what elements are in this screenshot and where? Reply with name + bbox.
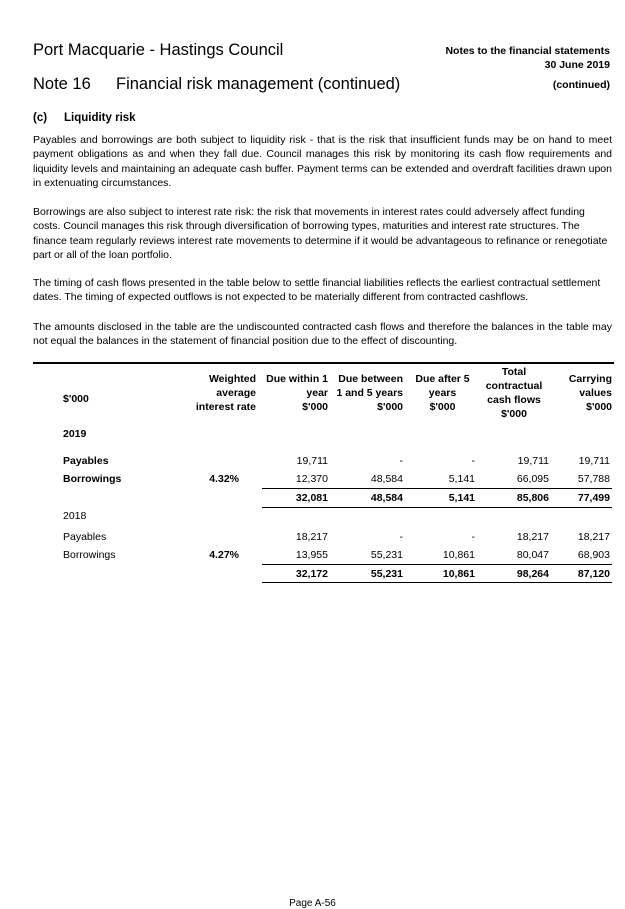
note-title: Financial risk management (continued)	[116, 75, 401, 93]
row-label-borrowings-2019: Borrowings	[63, 473, 122, 485]
cell-within1: 13,955	[295, 549, 328, 561]
table-top-rule	[33, 362, 614, 364]
paragraph-cash-timing: The timing of cash flows presented in the table below to settle financial liabilities reflects the earliest contractual settlement dates. The timing of expected outflows is not expected to be materially different from contracted cashflows.	[33, 277, 601, 304]
cell-carrying: 18,217	[577, 531, 610, 543]
header-between-1-and-5: Due between 1 and 5 years $'000	[336, 373, 403, 413]
cell-within1: 19,711	[296, 455, 328, 467]
cell-carrying: 19,711	[578, 455, 610, 467]
cell-rate: 4.32%	[209, 473, 239, 485]
section-title: Liquidity risk	[64, 112, 136, 124]
cell-between: 48,584	[370, 492, 403, 504]
cell-after5: -	[471, 455, 475, 467]
council-name: Port Macquarie - Hastings Council	[33, 41, 284, 59]
cell-after5: 10,861	[442, 568, 475, 580]
row-label-borrowings-2018: Borrowings	[63, 549, 116, 561]
cell-carrying: 77,499	[577, 492, 610, 504]
header-label: $'000	[63, 393, 89, 405]
header-within-1-year: Due within 1 year $'000	[266, 373, 328, 413]
cell-between: 55,231	[370, 568, 403, 580]
row-label-payables-2018: Payables	[63, 531, 107, 543]
total-rule-2019	[262, 507, 612, 508]
cell-total: 80,047	[516, 549, 549, 561]
cell-between: 55,231	[370, 549, 403, 561]
paragraph-liquidity: Payables and borrowings are both subject to liquidity risk - that is the risk that insufficient funds may be on hand to meet payment obligations as and when they fall due. Council manages this risk by monitoring its cash flow requirements and liquidity levels and maintaining an adequate cash buffer. Payment terms can be extended and overdraft facilities drawn upon in extenuating circumstances.	[33, 134, 612, 189]
cell-total: 18,217	[516, 531, 549, 543]
header-rate: Weighted average interest rate	[195, 373, 256, 413]
total-rule-2018	[262, 582, 612, 583]
cell-carrying: 87,120	[577, 568, 610, 580]
section-letter: (c)	[33, 112, 48, 124]
cell-carrying: 68,903	[577, 549, 610, 561]
paragraph-interest-rate: Borrowings are also subject to interest rate risk: the risk that movements in interest rates could adversely affect funding costs. Council manages this risk through diversification of borrowing types, maturities and interest rate structures. The finance team regularly reviews interest rate movements to determine if it would be advantageous to refinance or renegotiate part or all of the loan portfolio.	[33, 206, 608, 261]
cell-between: -	[399, 531, 403, 543]
cell-total: 85,806	[516, 492, 549, 504]
cell-rate: 4.27%	[209, 549, 239, 561]
note-number: Note 16	[33, 75, 91, 93]
cell-total: 19,711	[517, 455, 549, 467]
notes-date: 30 June 2019	[544, 59, 610, 71]
header-after-5-years: Due after 5 years $'000	[415, 373, 470, 413]
year-label-2018: 2018	[63, 510, 87, 522]
cell-within1: 32,081	[295, 492, 328, 504]
cell-after5: 5,141	[448, 492, 475, 504]
row-label-payables-2019: Payables	[63, 455, 109, 467]
page-number: Page A-56	[289, 898, 336, 909]
cell-within1: 32,172	[295, 568, 328, 580]
cell-total: 66,095	[516, 473, 549, 485]
cell-between: -	[399, 455, 403, 467]
cell-within1: 18,217	[295, 531, 328, 543]
cell-total: 98,264	[516, 568, 549, 580]
header-total-contractual: Total contractual cash flows $'000	[485, 366, 543, 420]
paragraph-undiscounted: The amounts disclosed in the table are the undiscounted contracted cash flows and therefore the balances in the table may not equal the balances in the statement of financial position due to the effect of discounting.	[33, 321, 612, 348]
subtotal-rule-2019	[262, 488, 612, 489]
year-label-2019: 2019	[63, 428, 87, 440]
header-carrying-values: Carrying values $'000	[568, 373, 612, 413]
notes-title: Notes to the financial statements	[445, 45, 610, 57]
continued-label: (continued)	[552, 79, 610, 91]
cell-between: 48,584	[370, 473, 403, 485]
cell-carrying: 57,788	[577, 473, 610, 485]
cell-within1: 12,370	[295, 473, 328, 485]
cell-after5: -	[471, 531, 475, 543]
cell-after5: 5,141	[448, 473, 475, 485]
subtotal-rule-2018	[262, 564, 612, 565]
cell-after5: 10,861	[442, 549, 475, 561]
